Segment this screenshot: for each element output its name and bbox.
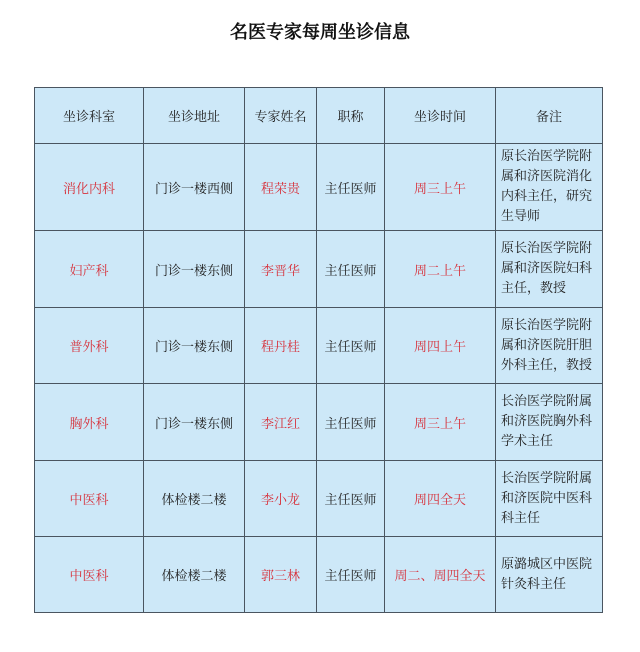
note-text: 长治医学院附属和济医院中医科科主任 bbox=[501, 470, 593, 526]
cell-title: 主任医师 bbox=[317, 461, 385, 537]
cell-title: 主任医师 bbox=[317, 537, 385, 613]
header-time: 坐诊时间 bbox=[385, 88, 496, 144]
cell-location: 门诊一楼西侧 bbox=[144, 144, 245, 231]
header-title: 职称 bbox=[317, 88, 385, 144]
cell-note bbox=[496, 537, 603, 613]
cell-time: 周二上午 bbox=[385, 231, 496, 308]
cell-note bbox=[496, 231, 603, 308]
cell-dept: 妇产科 bbox=[35, 231, 144, 308]
cell-note bbox=[496, 308, 603, 384]
cell-time: 周三上午 bbox=[385, 144, 496, 231]
header-row bbox=[35, 88, 603, 144]
cell-title: 主任医师 bbox=[317, 144, 385, 231]
cell-dept: 胸外科 bbox=[35, 384, 144, 461]
cell-name: 郭三林 bbox=[245, 537, 317, 613]
cell-time: 周四全天 bbox=[385, 461, 496, 537]
table-row bbox=[35, 144, 603, 231]
cell-location: 门诊一楼东侧 bbox=[144, 384, 245, 461]
cell-time: 周四上午 bbox=[385, 308, 496, 384]
note-text: 原长治医学院附属和济医院妇科主任，教授 bbox=[501, 241, 593, 296]
cell-title: 主任医师 bbox=[317, 231, 385, 308]
page-title: 名医专家每周坐诊信息 bbox=[230, 22, 410, 43]
cell-title: 主任医师 bbox=[317, 308, 385, 384]
cell-dept: 中医科 bbox=[35, 461, 144, 537]
note-text: 原长治医学院附属和济医院肝胆外科主任，教授 bbox=[501, 317, 593, 373]
cell-location: 门诊一楼东侧 bbox=[144, 231, 245, 308]
table-row bbox=[35, 231, 603, 308]
cell-name: 李江红 bbox=[245, 384, 317, 461]
header-dept: 坐诊科室 bbox=[35, 88, 144, 144]
table-row bbox=[35, 384, 603, 461]
cell-location: 体检楼二楼 bbox=[144, 537, 245, 613]
cell-name: 李小龙 bbox=[245, 461, 317, 537]
cell-note bbox=[496, 461, 603, 537]
cell-note bbox=[496, 384, 603, 461]
cell-name: 程丹桂 bbox=[245, 308, 317, 384]
cell-dept: 中医科 bbox=[35, 537, 144, 613]
cell-time: 周三上午 bbox=[385, 384, 496, 461]
note-text: 原长治医学院附属和济医院消化内科主任，研究生导师 bbox=[501, 149, 593, 224]
cell-name: 程荣贵 bbox=[245, 144, 317, 231]
table-row bbox=[35, 461, 603, 537]
header-location: 坐诊地址 bbox=[144, 88, 245, 144]
schedule-table bbox=[34, 87, 603, 613]
table-row bbox=[35, 537, 603, 613]
cell-time: 周二、周四全天 bbox=[385, 537, 496, 613]
note-text: 长治医学院附属和济医院胸外科学术主任 bbox=[501, 394, 593, 449]
header-note: 备注 bbox=[496, 88, 603, 144]
table-row bbox=[35, 308, 603, 384]
cell-dept: 普外科 bbox=[35, 308, 144, 384]
cell-note bbox=[496, 144, 603, 231]
cell-title: 主任医师 bbox=[317, 384, 385, 461]
header-name: 专家姓名 bbox=[245, 88, 317, 144]
cell-dept: 消化内科 bbox=[35, 144, 144, 231]
cell-name: 李晋华 bbox=[245, 231, 317, 308]
cell-location: 体检楼二楼 bbox=[144, 461, 245, 537]
note-text: 原潞城区中医院针灸科主任 bbox=[501, 556, 593, 592]
cell-location: 门诊一楼东侧 bbox=[144, 308, 245, 384]
